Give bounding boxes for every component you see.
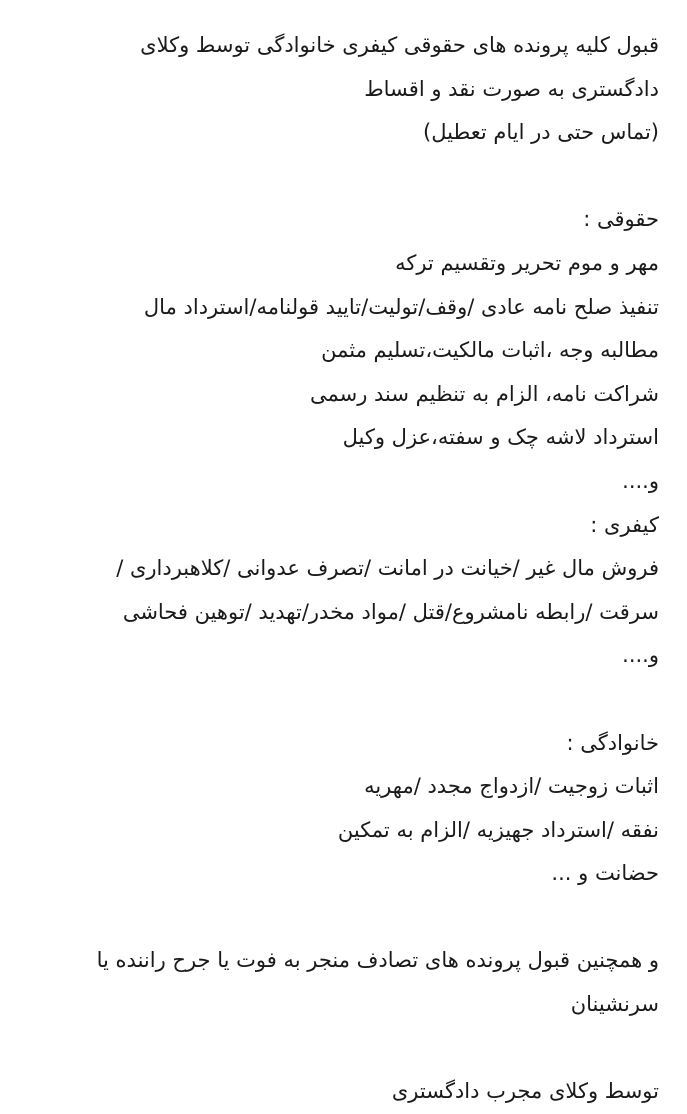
criminal-etc: و.... — [622, 643, 659, 668]
spacer — [12, 678, 659, 722]
accidents-line-2: سرنشینان — [570, 992, 659, 1017]
civil-etc: و.... — [622, 468, 659, 493]
spacer — [12, 896, 659, 940]
civil-item: مهر و موم تحریر وتقسیم ترکه — [395, 250, 659, 275]
intro-line-1: قبول کلیه پرونده های حقوقی کیفری خانوادگی توسط وکلای — [140, 33, 659, 57]
family-item: حضانت و ... — [551, 861, 659, 886]
family-item: نفقه /استرداد جهیزیه /الزام به تمکین — [337, 817, 659, 842]
intro-line-2: دادگستری به صورت نقد و اقساط — [364, 76, 659, 101]
civil-heading: حقوقی : — [583, 207, 659, 232]
criminal-item: سرقت /رابطه نامشروع/قتل /مواد مخدر/تهدید /توهین فحاشی — [122, 599, 659, 624]
closing-line: توسط وکلای مجرب دادگستری — [391, 1079, 659, 1104]
top-margin — [12, 0, 659, 24]
accidents-line-1: و همچنین قبول پرونده های تصادف منجر به فوت یا جرح راننده یا — [96, 948, 659, 973]
civil-item: استرداد لاشه چک و سفته،عزل وکیل — [342, 425, 659, 450]
family-item: اثبات زوجیت /ازدواج مجدد /مهریه — [364, 774, 659, 799]
intro-line-3: (تماس حتی در ایام تعطیل) — [423, 120, 659, 145]
civil-item: شراکت نامه، الزام به تنظیم سند رسمی — [309, 381, 659, 406]
civil-item: مطالبه وجه ،اثبات مالکیت،تسلیم مثمن — [321, 338, 659, 363]
family-heading: خانوادگی : — [566, 730, 659, 755]
civil-item: تنفیذ صلح نامه عادی /وقف/تولیت/تایید قولنامه/استرداد مال — [143, 294, 659, 319]
spacer — [12, 1027, 659, 1071]
spacer — [12, 155, 659, 199]
criminal-item: فروش مال غیر /خیانت در امانت /تصرف عدوانی /کلاهبرداری / — [116, 556, 659, 581]
criminal-heading: کیفری : — [590, 512, 659, 537]
